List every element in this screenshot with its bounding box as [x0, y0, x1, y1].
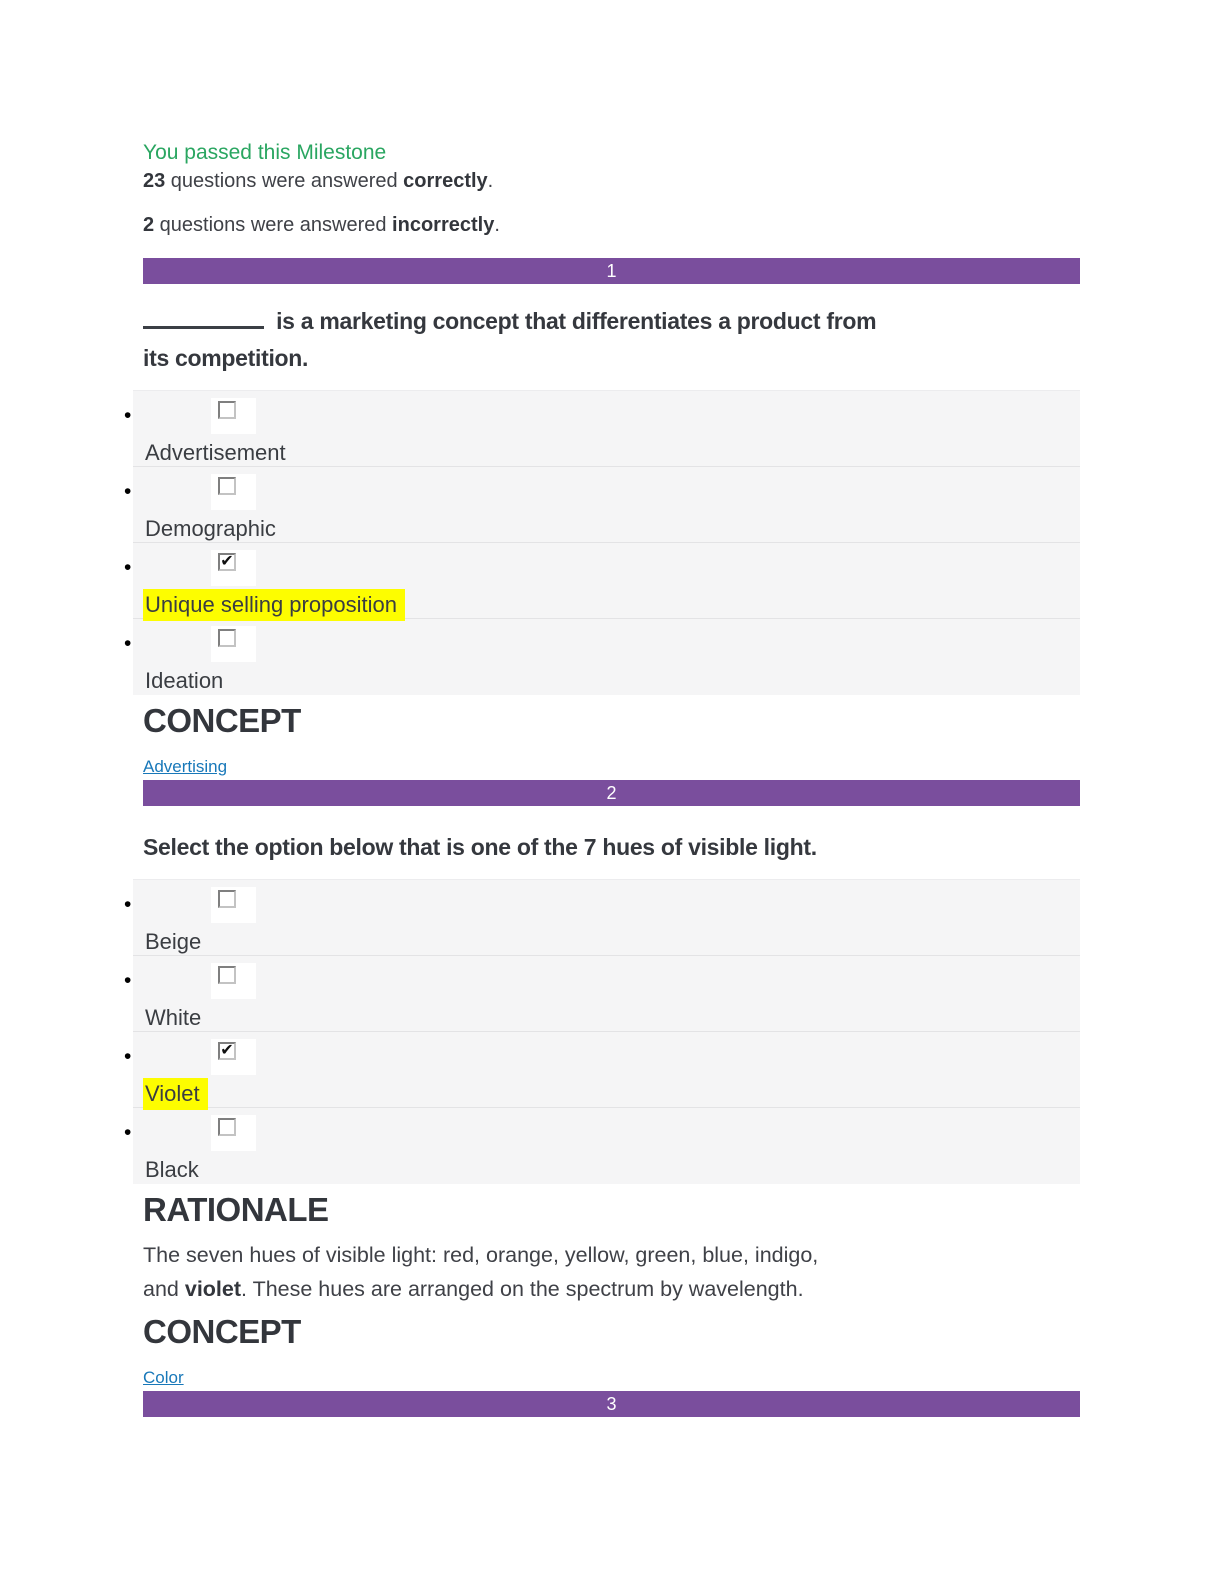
rationale-line2-post: . These hues are arranged on the spectrum by wavelength.: [241, 1277, 804, 1301]
question-2-options: [124, 879, 1080, 1184]
rationale-line1: The seven hues of visible light: red, orange, yellow, green, blue, indigo,: [143, 1243, 819, 1267]
question-3-banner: [143, 1391, 1080, 1417]
question-1-banner: [143, 258, 1080, 284]
correct-word: correctly: [403, 170, 488, 192]
correct-count: 23: [143, 170, 166, 192]
bullet-icon: •: [124, 1045, 132, 1068]
bullet-icon: •: [124, 1121, 132, 1144]
checkbox-unchecked-icon[interactable]: [218, 629, 236, 647]
concept-link-color[interactable]: Color: [143, 1368, 184, 1387]
option-ideation[interactable]: [124, 619, 1080, 695]
bullet-icon: •: [124, 556, 132, 579]
option-label: Advertisement: [145, 440, 286, 465]
question-1-options: [124, 390, 1080, 695]
option-label: White: [145, 1005, 202, 1030]
selected-answer-highlight: Violet: [143, 1078, 208, 1110]
incorrect-count-line: [143, 214, 1080, 237]
correct-line-text: questions were answered: [165, 170, 404, 192]
rationale-text: [143, 1238, 1080, 1306]
checkbox-frame: [211, 474, 256, 510]
option-label: Black: [145, 1157, 199, 1182]
bullet-icon: •: [124, 480, 132, 503]
rationale-bold-word: violet: [184, 1277, 242, 1301]
correct-line-period: .: [487, 170, 494, 192]
concept-link-advertising[interactable]: Advertising: [143, 757, 228, 776]
bullet-icon: •: [124, 969, 132, 992]
concept-heading-q2: CONCEPT: [143, 1313, 301, 1350]
option-label: Demographic: [145, 516, 276, 541]
option-beige[interactable]: [124, 880, 1080, 956]
option-label: [143, 1081, 1080, 1107]
rationale-heading: RATIONALE: [143, 1191, 329, 1228]
checkbox-frame: [211, 626, 256, 662]
option-label: Beige: [145, 929, 202, 954]
option-advertisement[interactable]: [124, 391, 1080, 467]
question-1-prompt: [143, 303, 1080, 377]
checkbox-frame: [211, 1115, 256, 1151]
checkbox-frame: [211, 398, 256, 434]
checkbox-checked-icon[interactable]: ✔: [218, 1042, 236, 1060]
option-white[interactable]: [124, 956, 1080, 1032]
incorrect-line-text: questions were answered: [154, 214, 393, 236]
incorrect-word: incorrectly: [392, 214, 495, 236]
option-unique-selling-proposition[interactable]: [124, 543, 1080, 619]
option-demographic[interactable]: [124, 467, 1080, 543]
checkbox-frame: [211, 550, 256, 586]
checkbox-unchecked-icon[interactable]: [218, 401, 236, 419]
correct-count-line: [143, 170, 1080, 193]
checkbox-unchecked-icon[interactable]: [218, 477, 236, 495]
bullet-icon: •: [124, 404, 132, 427]
incorrect-line-period: .: [494, 214, 500, 236]
checkbox-checked-icon[interactable]: ✔: [218, 553, 236, 571]
selected-answer-highlight: Unique selling proposition: [143, 589, 405, 621]
milestone-pass-status: You passed this Milestone: [143, 141, 387, 164]
checkbox-frame: [211, 887, 256, 923]
rationale-line2-pre: and: [143, 1277, 185, 1301]
incorrect-count: 2: [143, 214, 155, 236]
checkbox-unchecked-icon[interactable]: [218, 966, 236, 984]
checkbox-frame: [211, 1039, 256, 1075]
checkbox-unchecked-icon[interactable]: [218, 1118, 236, 1136]
question-2-banner: [143, 780, 1080, 806]
checkbox-frame: [211, 963, 256, 999]
fill-in-blank-underline: [143, 306, 264, 329]
question-1-prompt-line2: its competition.: [143, 345, 309, 371]
question-1-prompt-line1: is a marketing concept that differentiates a product from: [270, 308, 877, 334]
option-violet[interactable]: [124, 1032, 1080, 1108]
question-2-prompt: Select the option below that is one of the 7 hues of visible light.: [143, 834, 817, 860]
bullet-icon: •: [124, 893, 132, 916]
question-2-number: 2: [606, 783, 617, 803]
concept-heading-q1: CONCEPT: [143, 702, 301, 739]
option-black[interactable]: [124, 1108, 1080, 1184]
question-1-number: 1: [606, 261, 617, 281]
checkbox-unchecked-icon[interactable]: [218, 890, 236, 908]
bullet-icon: •: [124, 632, 132, 655]
option-label: Ideation: [145, 668, 224, 693]
question-3-number: 3: [606, 1394, 617, 1414]
option-label: [143, 592, 1080, 618]
